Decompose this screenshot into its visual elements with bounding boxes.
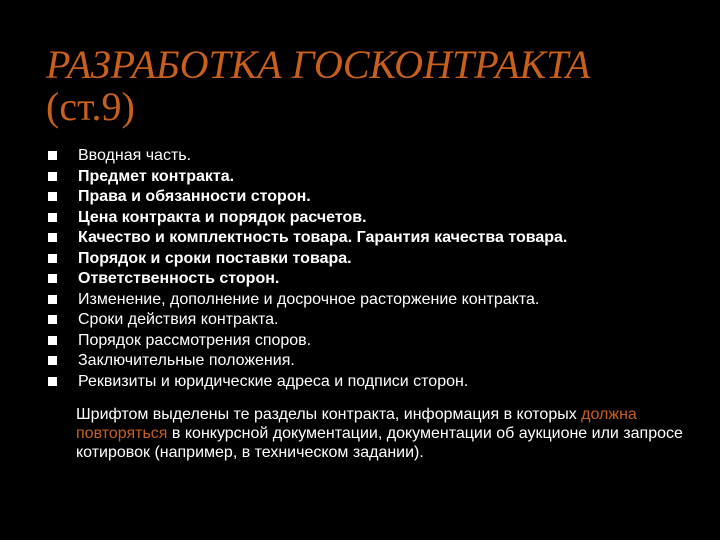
- list-item-label: Сроки действия контракта.: [78, 311, 279, 328]
- square-bullet-icon: [48, 233, 57, 242]
- square-bullet-icon: [48, 172, 57, 181]
- list-item-label: Цена контракта и порядок расчетов.: [78, 208, 367, 226]
- square-bullet-icon: [48, 213, 57, 222]
- list-item-label: Заключительные положения.: [78, 352, 295, 369]
- footnote-text-2: в конкурсной документации, документации об аукционе или запросе котировок (например, в техническом задании).: [76, 425, 683, 461]
- title-line-2: (ст.9): [46, 84, 135, 129]
- square-bullet-icon: [48, 336, 57, 345]
- square-bullet-icon: [48, 377, 57, 386]
- slide-title: [46, 44, 686, 128]
- list-item: [48, 167, 698, 188]
- list-item: [48, 249, 698, 270]
- list-item-label: Порядок рассмотрения споров.: [78, 331, 312, 349]
- list-item: [48, 187, 698, 208]
- list-item: [48, 351, 698, 372]
- list-item: [48, 146, 698, 167]
- contract-sections-list: [48, 146, 698, 392]
- list-item-label: Вводная часть.: [78, 147, 192, 164]
- list-item: [48, 208, 698, 229]
- list-item: [48, 228, 698, 249]
- list-item-label: Качество и комплектность товара. Гарантия качества товара.: [78, 229, 568, 246]
- square-bullet-icon: [48, 356, 57, 365]
- list-item: [48, 290, 698, 311]
- square-bullet-icon: [48, 254, 57, 263]
- list-item-label: Права и обязанности сторон.: [78, 188, 311, 205]
- list-item-label: Ответственность сторон.: [78, 270, 280, 287]
- list-item: [48, 372, 698, 393]
- square-bullet-icon: [48, 274, 57, 283]
- list-item-label: Порядок и сроки поставки товара.: [78, 249, 352, 267]
- list-item: [48, 269, 698, 290]
- square-bullet-icon: [48, 295, 57, 304]
- square-bullet-icon: [48, 192, 57, 201]
- list-item-label: Реквизиты и юридические адреса и подписи сторон.: [78, 372, 469, 390]
- square-bullet-icon: [48, 151, 57, 160]
- title-line-1: РАЗРАБОТКА ГОСКОНТРАКТА: [46, 42, 591, 87]
- list-item: [48, 310, 698, 331]
- footnote-text-1: Шрифтом выделены те разделы контракта, информация в которых: [76, 406, 582, 423]
- square-bullet-icon: [48, 315, 57, 324]
- list-item: [48, 331, 698, 352]
- footnote: [76, 405, 696, 462]
- footnote-highlight: должна повторяться: [76, 406, 637, 442]
- list-item-label: Изменение, дополнение и досрочное расторжение контракта.: [78, 290, 540, 308]
- list-item-label: Предмет контракта.: [78, 167, 235, 185]
